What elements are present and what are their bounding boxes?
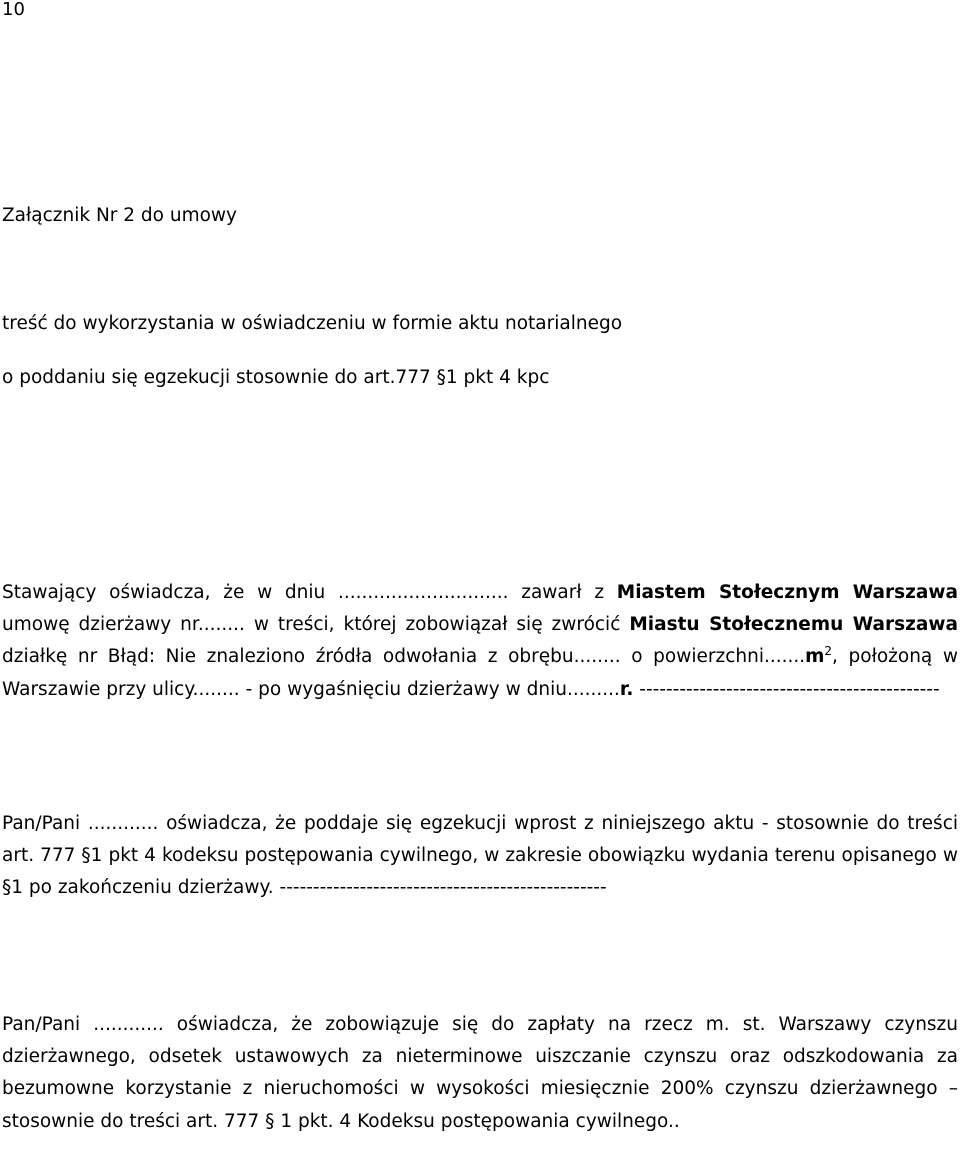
lease-unit: m [805,646,825,668]
lease-city-2: Miastu Stołecznemu Warszawa [629,614,958,636]
lease-text-3: działkę nr Błąd: Nie znaleziono źródła odwołania z obrębu........ o powierzchni....... [2,646,806,668]
lease-year-abbr: r. [619,678,634,700]
lease-text-2: umowę dzierżawy nr........ w treści, której zobowiązał się zwrócić [2,614,630,636]
page-number: 10 [2,0,25,20]
lease-text-4: , położoną w Warszawie przy ulicy........ - po wygaśnięciu dzierżawy w dniu......... [2,646,958,700]
lease-city-1: Miastem Stołecznym Warszawa [616,582,958,603]
lease-unit-exponent: 2 [824,644,833,659]
declaration-paragraph-payment: Pan/Pani ............ oświadcza, że zobowiązuje się do zapłaty na rzecz m. st. Warszawy czynszu dzierżawnego, odsetek ustawowych za nieterminowe uiszczanie czynszu oraz odszkodowania za bezumowne korzystanie z nieruchomości w wysokości miesięcznie 200% czynszu dzierżawnego – stosownie do treści art. 777 § 1 pkt. 4 Kodeksu postępowania cywilnego.. [2,1014,958,1132]
subtitle-line-1: treść do wykorzystania w oświadczeniu w formie aktu notarialnego [2,313,623,334]
declaration-paragraph-execution: Pan/Pani ............ oświadcza, że poddaje się egzekucji wprost z niniejszego aktu - stosownie do treści art. 777 §1 pkt 4 kodeksu postępowania cywilnego, w zakresie obowiązku wydania terenu opisanego w §1 po zakończeniu dzierżawy. ------------------------------------------------- [2,813,958,899]
declaration-paragraph-lease [2,577,958,706]
lease-text-1: Stawający oświadcza, że w dniu ............................. zawarł z [2,582,617,603]
subtitle-line-2: o poddaniu się egzekucji stosownie do art.777 §1 pkt 4 kpc [2,367,550,388]
lease-text-5: --------------------------------------------- [633,678,940,700]
annex-title: Załącznik Nr 2 do umowy [2,205,238,226]
